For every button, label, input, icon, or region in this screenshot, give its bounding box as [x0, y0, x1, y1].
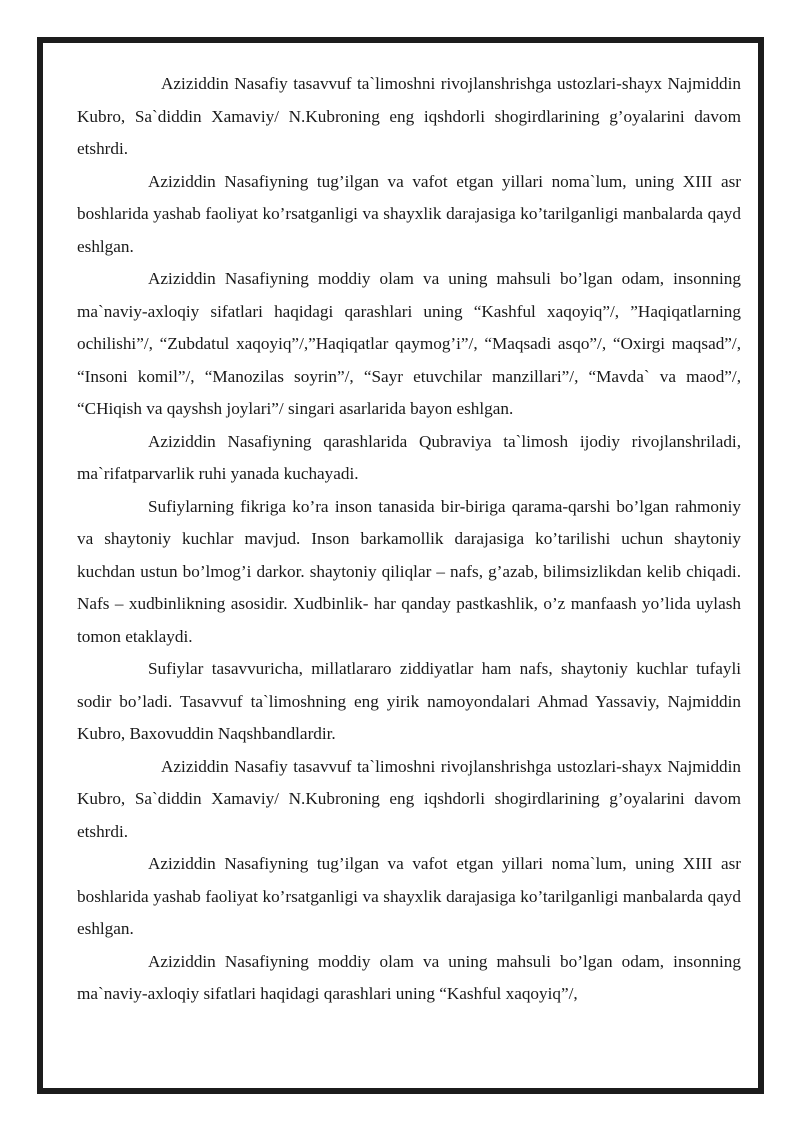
paragraph-6: Sufiylar tasavvuricha, millatlararo ziddiyatlar ham nafs, shaytoniy kuchlar tufayli sodir bo’ladi. Tasavvuf ta`limoshning eng yirik namoyondalari Ahmad Yassaviy, Najmiddin Kubro, Baxovuddin Naqshbandlardir. [77, 659, 741, 743]
paragraph-9: Aziziddin Nasafiyning moddiy olam va uning mahsuli bo’lgan odam, insonning ma`naviy-axloqiy sifatlari haqidagi qarashlari uning “Kashful xaqoyiq”/, [77, 951, 741, 1003]
paragraph-3: Aziziddin Nasafiyning moddiy olam va uning mahsuli bo’lgan odam, insonning ma`naviy-axloqiy sifatlari haqidagi qarashlari uning “Kashful xaqoyiq”/, ”Haqiqatlarning ochilishi”/, “Zubdatul xaqoyiq”/,”Haqiqatlar qaymog’i”/, “Maqsadi asqo”/, “Oxirgi maqsad”/, “Insoni komil”/, “Manozilas soyrin”/, “Sayr etuvchilar manzillari”/, “Mavda` va maod”/, “CHiqish va qayshsh joylari”/ singari asarlarida bayon eshlgan. [77, 269, 741, 418]
paragraph-7: Aziziddin Nasafiy tasavvuf ta`limoshni rivojlanshrishga ustozlari-shayx Najmiddin Kubro, Sa`diddin Xamaviy/ N.Kubroning eng iqshdorli shogirdlarining g’oyalarini davom etshrdi. [77, 756, 741, 841]
paragraph-5: Sufiylarning fikriga ko’ra inson tanasida bir-biriga qarama-qarshi bo’lgan rahmoniy va shaytoniy kuchlar mavjud. Inson barkamollik darajasiga ko’tarilishi uchun shaytoniy kuchdan ustun bo’lmog’i darkor. shaytoniy qiliqlar – nafs, g’azab, bilimsizlikdan kelib chiqadi. Nafs – xudbinlikning asosidir. Xudbinlik- har qanday pastkashlik, o’z manfaash yo’lida uylash tomon etaklaydi. [77, 496, 741, 646]
paragraph-2: Aziziddin Nasafiyning tug’ilgan va vafot etgan yillari noma`lum, uning XIII asr boshlarida yashab faoliyat ko’rsatganligi va shayxlik darajasiga ko’tarilganligi manbalarda qayd eshlgan. [77, 171, 741, 256]
document-body [77, 68, 741, 1011]
paragraph-4: Aziziddin Nasafiyning qarashlarida Qubraviya ta`limosh ijodiy rivojlanshriladi, ma`rifatparvarlik ruhi yanada kuchayadi. [77, 431, 741, 483]
paragraph-8: Aziziddin Nasafiyning tug’ilgan va vafot etgan yillari noma`lum, uning XIII asr boshlarida yashab faoliyat ko’rsatganligi va shayxlik darajasiga ko’tarilganligi manbalarda qayd eshlgan. [77, 854, 741, 938]
paragraph-1: Aziziddin Nasafiy tasavvuf ta`limoshni rivojlanshrishga ustozlari-shayx Najmiddin Kubro, Sa`diddin Xamaviy/ N.Kubroning eng iqshdorli shogirdlarining g’oyalarini davom etshrdi. [77, 74, 741, 158]
